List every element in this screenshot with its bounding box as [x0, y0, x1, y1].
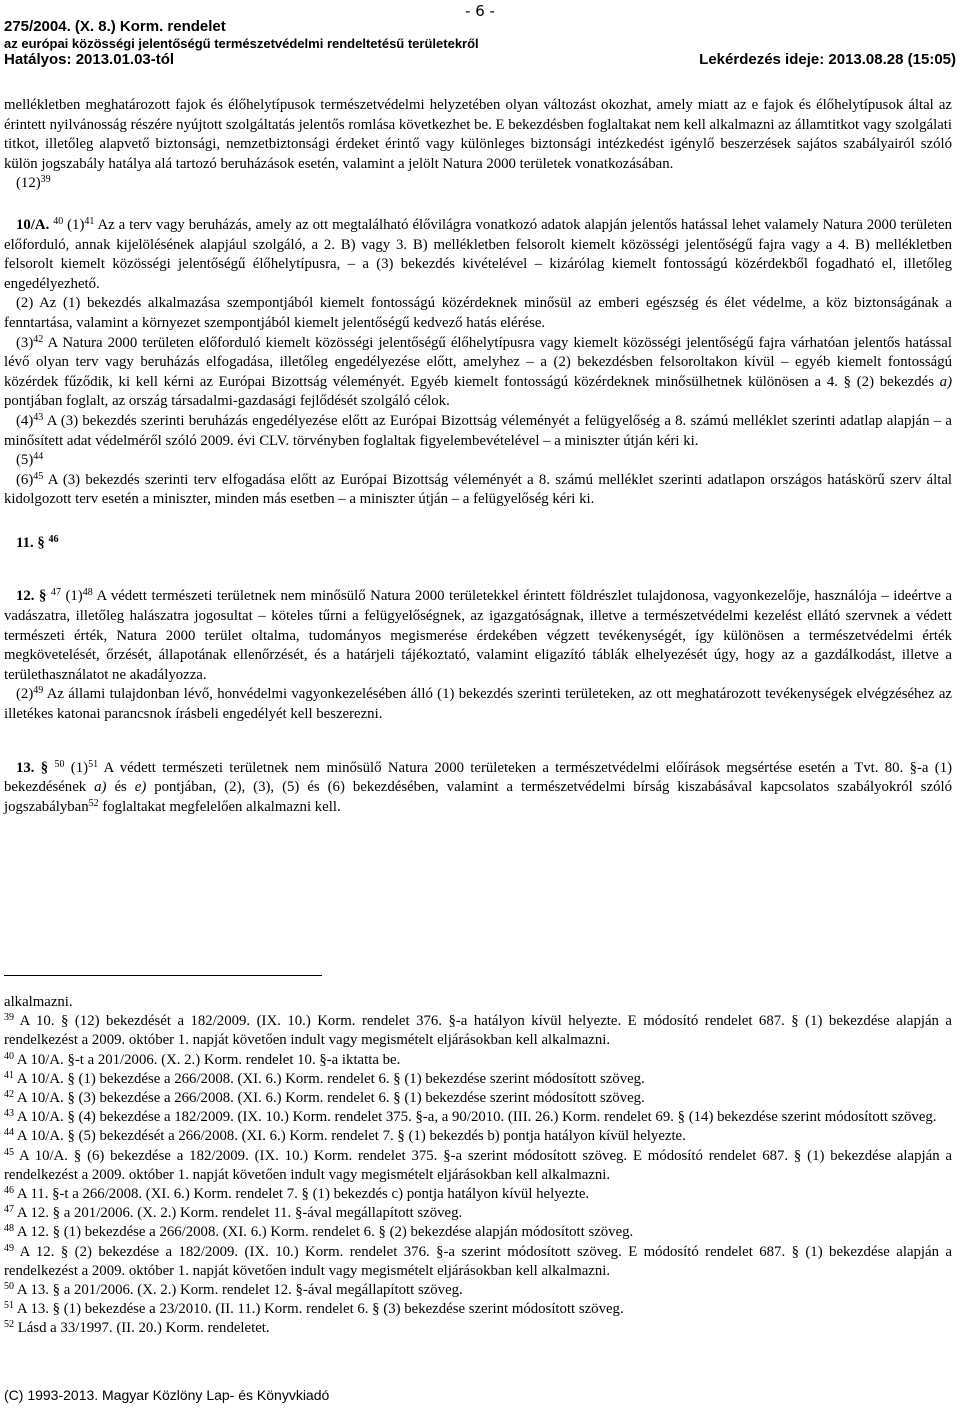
- footnote-ref[interactable]: 49: [33, 685, 44, 697]
- footnote: $^{41}$ A 10/A. § (1) bekezdése a 266/2008. (XI. 6.) Korm. rendelet 6. § (1) bekezdése szerint módosított szöveg.: [4, 1069, 645, 1087]
- query-time: Lekérdezés ideje: 2013.08.28 (15:05): [699, 51, 956, 68]
- paragraph-continuation: mellékletben meghatározott fajok és élőhelytípusok természetvédelmi helyzetében olyan változást okozhat, amely miatt az e fajok és élőhelytípusok által az érintett nyilvánosság részére nyújtott szolgáltatás jelentős romlása következhet be. E bekezdésben foglaltakat nem kell alkalmazni az államtitkot vagy szolgálati titkot, illetőleg alapvető biztonsági, nemzetbiztonsági érdeket érintő vagy különleges biztonsági intézkedést igénylő beszerzések sajátos szabályairól szóló külön jogszabály hatálya alá tartozó beruházások esetén, valamint a jelölt Natura 2000 területek vonatkozásában.: [4, 97, 952, 172]
- footnote-ref[interactable]: 40: [53, 215, 64, 227]
- page-number: - 6 -: [465, 2, 495, 20]
- section-heading: 10/A.: [16, 216, 50, 233]
- document-title: 275/2004. (X. 8.) Korm. rendelet: [4, 18, 226, 35]
- section-10a-para-2: (2) Az (1) bekezdés alkalmazása szempontjából kiemelt fontosságú közérdeknek minősül az emberi egészség és élet védelme, a köz biztonságának a fenntartása, valamint a környezet szempontjából kiemelt jelentőségű kedvező hatás elérése.: [4, 295, 952, 331]
- footnote-ref[interactable]: 41: [84, 215, 95, 227]
- document-body: [4, 96, 952, 817]
- footnote: $^{42}$ A 10/A. § (3) bekezdése a 266/2008. (XI. 6.) Korm. rendelet 6. § (1) bekezdése szerint módosított szöveg.: [4, 1089, 645, 1107]
- footnote-ref[interactable]: 47: [50, 587, 61, 599]
- footnote-ref[interactable]: 44: [33, 451, 44, 463]
- footnote: $^{49}$ A 12. § (2) bekezdése a 182/2009. (IX. 10.) Korm. rendelet 376. §-a szerint módosított szöveg. E módosító rendelet 687. § (1) bekezdése alapján a rendelkezést a 2009. október 1. napját követően indult vagy megismételt eljárásokban kell alkalmazni.: [4, 1242, 952, 1279]
- footnote: $^{43}$ A 10/A. § (4) bekezdése a 182/2009. (IX. 10.) Korm. rendelet 375. §-a, a 90/2010. (III. 26.) Korm. rendelet 69. § (14) bekezdése szerint módosított szöveg.: [4, 1108, 937, 1126]
- footnote-ref[interactable]: 48: [82, 587, 93, 599]
- section-heading: 11. §: [16, 534, 45, 551]
- footnotes: [4, 993, 952, 1339]
- section-heading: 12. §: [16, 588, 47, 605]
- section-10a-para-4: $(4)^{43}$ A (3) bekezdés szerinti beruházás engedélyezése előtt az Európai Bizottság véleményét a felügyelőség a 8. számú melléklet szerinti adatlap alapján – a minősített adat védelméről szóló 2009. évi CLV. törvényben foglaltak figyelembevételével – a miniszter útján kéri ki.: [4, 411, 952, 449]
- footnote-ref[interactable]: 51: [88, 758, 99, 770]
- section-10a-para-6: $(6)^{45}$ A (3) bekezdés szerinti terv elfogadása előtt az Európai Bizottság véleményét a 8. számú melléklet szerinti adatlapon országos hatáskörű szerv által kidolgozott terv esetén a miniszter, minden más esetben – a miniszter útján – a felügyelőség kéri ki.: [4, 470, 952, 508]
- footnote: $^{52}$ Lásd a 33/1997. (II. 20.) Korm. rendeletet.: [4, 1319, 270, 1337]
- footnote: $^{44}$ A 10/A. § (5) bekezdését a 266/2008. (XI. 6.) Korm. rendelet 7. § (1) bekezdés b) pontja hatályon kívül helyezte.: [4, 1127, 686, 1145]
- section-10a-para-5: $(5)^{44}$: [16, 451, 44, 469]
- section-heading: 13. §: [16, 759, 49, 776]
- footnote: $^{40}$ A 10/A. §-t a 201/2006. (X. 2.) Korm. rendelet 10. §-a iktatta be.: [4, 1050, 401, 1068]
- copyright-footer: (C) 1993-2013. Magyar Közlöny Lap- és Könyvkiadó: [4, 1387, 330, 1403]
- effective-date: Hatályos: 2013.01.03-tól: [4, 51, 175, 68]
- footnote: $^{47}$ A 12. § a 201/2006. (X. 2.) Korm. rendelet 11. §-ával megállapított szöveg.: [4, 1204, 463, 1222]
- footnote: $^{39}$ A 10. § (12) bekezdését a 182/2009. (IX. 10.) Korm. rendelet 376. §-a hatályon kívül helyezte. E módosító rendelet 687. § (1) bekezdése alapján a rendelkezést a 2009. október 1. napját követően indult vagy megismételt eljárásokban kell alkalmazni.: [4, 1012, 952, 1049]
- footnote-divider: [4, 975, 322, 976]
- footnote-ref[interactable]: 46: [48, 533, 59, 545]
- footnote: $^{48}$ A 12. § (1) bekezdése a 266/2008. (XI. 6.) Korm. rendelet 6. § (2) bekezdése alapján módosított szöveg.: [4, 1223, 634, 1241]
- footnote-ref[interactable]: 39: [40, 174, 51, 186]
- footnote-ref[interactable]: 42: [33, 333, 44, 345]
- section-10a-para-1: 10/A. $^{40}$ $(1)^{41}$ Az a terv vagy beruházás, amely az ott megtalálható élővilágra vonatkozó adatok alapján jelentős hatással lehet valamely Natura 2000 területen előforduló, annak kijelölésének alapjául szolgáló, a 2. B) vagy 3. B) mellékletben felsorolt kiemelt közösségi jelentőségű fajra vagy a 4. B) mellékletben felsorolt kiemelt közösségi jelentőségű élőhelytípusra, – a (3) bekezdés kivételével – kizárólag kiemelt fontosságú közérdekből fogadható el, illetőleg engedélyezhető.: [4, 215, 953, 292]
- section-12-para-2: $(2)^{49}$ Az állami tulajdonban lévő, honvédelmi vagyonkezelésében álló (1) bekezdés szerinti területeken, az ott meghatározott tevékenységek elvégzéséhez az illetékes katonai parancsnok írásbeli engedélyét kell beszerezni.: [4, 685, 952, 723]
- document-subtitle: az európai közösségi jelentőségű természetvédelmi rendeltetésű területekről: [4, 36, 479, 51]
- section-12-para-1: 12. § $^{47}$ $(1)^{48}$ A védett természeti területnek nem minősülő Natura 2000 területekkel érintett földrészlet tulajdonosa, vagyonkezelője, használója – ideértve a vadászatra, illetőleg halászatra jogosultat – köteles tűrni a felügyelőségnek, az igazgatóságnak, illetve a természetvédelmi kezelést ellátó szervnek a védett természeti érték, Natura 2000 terület oltalma, tudományos megismerése érdekében végzett tevékenységét, így különösen a természetvédelmi érték megkövetelését, őrzését, állapotának ellenőrzését, és a határjeli tájékoztató, valamint eligazító táblák elhelyezését úgy, hogy az a gazdálkodást, illetve a területhasználatot ne akadályozza.: [4, 587, 952, 683]
- section-11: [4, 534, 952, 554]
- footnote-ref[interactable]: 50: [54, 758, 65, 770]
- footnote: alkalmazni.: [4, 994, 73, 1010]
- footnote: $^{50}$ A 13. § a 201/2006. (X. 2.) Korm. rendelet 12. §-ával megállapított szöveg.: [4, 1281, 463, 1299]
- paragraph-12: $(12)^{39}$: [16, 174, 51, 192]
- section-10a-para-3: $(3)^{42}$ A Natura 2000 területen előforduló kiemelt közösségi jelentőségű élőhelytípusra vagy kiemelt közösségi jelentőségű fajra várhatóan jelentős hatással lévő olyan terv vagy beruházás elfogadása, illetőleg engedélyezése előtt, amelyhez – a (2) bekezdésben felsoroltakon kívül – egyéb kiemelt fontosságú közérdek fűződik, ki kell kérni az Európai Bizottság véleményét. Egyéb kiemelt fontosságú közérdeknek minősülhetnek különösen a 4. § (2) bekezdés a) pontjában foglalt, az ország társadalmi-gazdasági fejlődését szolgáló célok.: [4, 333, 952, 410]
- section-13: 13. § $^{50}$ $(1)^{51}$ A védett természeti területnek nem minősülő Natura 2000 területeken a természetvédelmi előírások megsértése esetén a Tvt. 80. §-a (1) bekezdésének a) és e) pontjában, (2), (3), (5) és (6) bekezdésében, valamint a természetvédelmi bírság kiszabásával kapcsolatos szabályokról szóló jogszabályban$^{52}$ foglaltakat megfelelően alkalmazni kell.: [4, 758, 953, 815]
- footnote-ref[interactable]: 52: [88, 797, 99, 809]
- footnote-ref[interactable]: 43: [33, 411, 44, 423]
- footnote: $^{46}$ A 11. §-t a 266/2008. (XI. 6.) Korm. rendelet 7. § (1) bekezdés c) pontja hatályon kívül helyezte.: [4, 1185, 590, 1203]
- footnote: $^{51}$ A 13. § (1) bekezdése a 23/2010. (II. 11.) Korm. rendelet 6. § (3) bekezdése szerint módosított szöveg.: [4, 1300, 624, 1318]
- footnote-ref[interactable]: 45: [33, 470, 44, 482]
- footnote: $^{45}$ A 10/A. § (6) bekezdése a 182/2009. (IX. 10.) Korm. rendelet 375. §-a szerint módosított szöveg. E módosító rendelet 687. § (1) bekezdése alapján a rendelkezést a 2009. október 1. napját követően indult vagy megismételt eljárásokban kell alkalmazni.: [4, 1146, 952, 1183]
